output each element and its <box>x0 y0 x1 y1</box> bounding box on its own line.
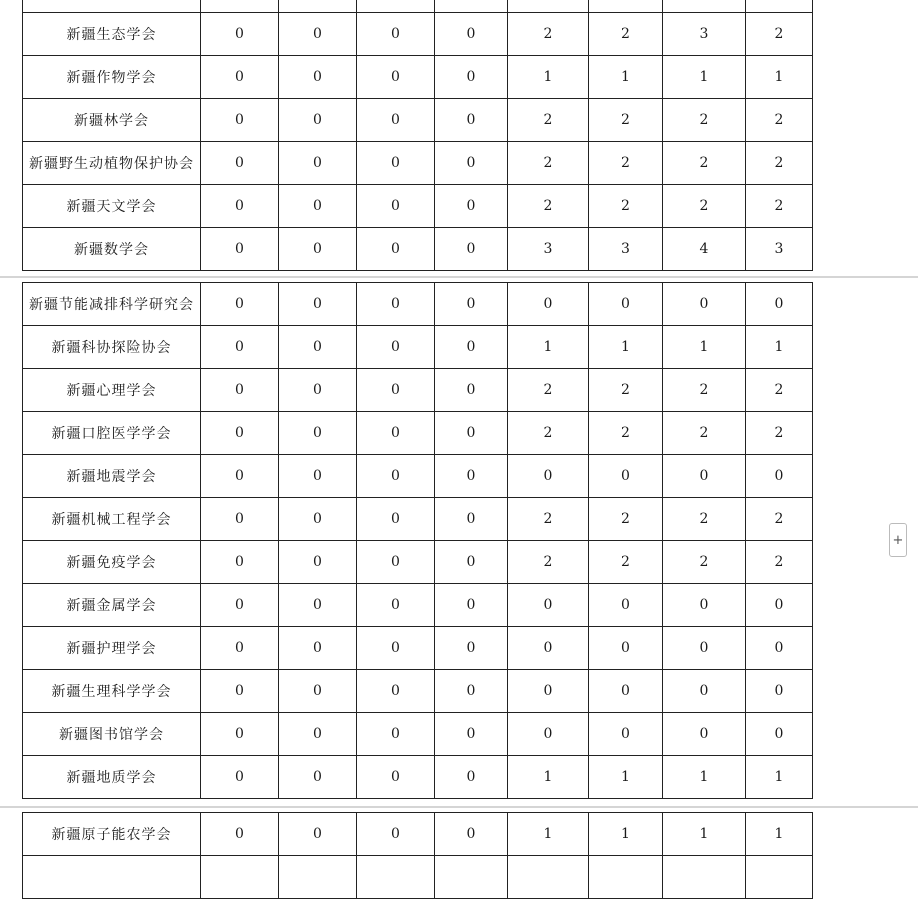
count-cell: 0 <box>357 185 435 228</box>
count-cell: 2 <box>589 13 663 56</box>
count-cell: 1 <box>746 813 813 856</box>
count-cell: 2 <box>508 185 589 228</box>
count-cell: 0 <box>201 813 279 856</box>
expand-plus-button[interactable] <box>889 523 907 557</box>
count-cell: 2 <box>589 99 663 142</box>
count-cell: 0 <box>357 412 435 455</box>
count-cell: 0 <box>279 56 357 99</box>
count-cell: 2 <box>663 99 746 142</box>
count-cell: 0 <box>357 228 435 271</box>
count-cell: 0 <box>663 584 746 627</box>
count-cell <box>279 856 357 899</box>
count-cell: 1 <box>663 56 746 99</box>
count-cell: 0 <box>201 283 279 326</box>
count-cell: 0 <box>746 584 813 627</box>
count-cell <box>589 856 663 899</box>
count-cell: 0 <box>508 283 589 326</box>
table-row <box>23 813 813 856</box>
table-row <box>23 185 813 228</box>
count-cell <box>279 0 357 13</box>
count-cell: 0 <box>279 627 357 670</box>
count-cell: 2 <box>746 412 813 455</box>
count-cell: 0 <box>357 627 435 670</box>
count-cell: 0 <box>357 369 435 412</box>
org-name-cell: 新疆免疫学会 <box>23 541 201 584</box>
count-cell <box>663 0 746 13</box>
count-cell: 0 <box>279 369 357 412</box>
page-break-divider <box>0 806 918 808</box>
count-cell: 0 <box>589 283 663 326</box>
count-cell: 4 <box>663 228 746 271</box>
count-cell: 0 <box>357 498 435 541</box>
table-row <box>23 455 813 498</box>
count-cell: 0 <box>663 455 746 498</box>
count-cell: 0 <box>746 670 813 713</box>
count-cell <box>357 856 435 899</box>
count-cell: 0 <box>435 713 508 756</box>
count-cell: 0 <box>279 142 357 185</box>
count-cell: 2 <box>663 142 746 185</box>
count-cell: 0 <box>746 455 813 498</box>
count-cell: 0 <box>663 283 746 326</box>
count-cell <box>357 0 435 13</box>
table-row <box>23 0 813 13</box>
org-name-cell <box>23 856 201 899</box>
count-cell: 1 <box>589 756 663 799</box>
count-cell: 0 <box>435 412 508 455</box>
count-cell: 1 <box>589 56 663 99</box>
count-cell: 0 <box>357 455 435 498</box>
count-cell: 1 <box>508 56 589 99</box>
count-cell: 2 <box>746 185 813 228</box>
count-cell: 0 <box>201 369 279 412</box>
count-cell: 2 <box>508 369 589 412</box>
count-cell: 0 <box>201 713 279 756</box>
org-name-cell: 新疆机械工程学会 <box>23 498 201 541</box>
count-cell: 0 <box>508 584 589 627</box>
count-cell: 0 <box>508 670 589 713</box>
count-cell: 0 <box>201 56 279 99</box>
org-name-cell: 新疆林学会 <box>23 99 201 142</box>
count-cell: 1 <box>663 756 746 799</box>
org-name-cell: 新疆作物学会 <box>23 56 201 99</box>
count-cell: 0 <box>279 713 357 756</box>
count-cell: 0 <box>357 670 435 713</box>
org-name-cell: 新疆野生动植物保护协会 <box>23 142 201 185</box>
count-cell: 2 <box>508 498 589 541</box>
count-cell: 1 <box>746 56 813 99</box>
count-cell <box>589 0 663 13</box>
count-cell: 0 <box>435 13 508 56</box>
count-cell: 0 <box>279 283 357 326</box>
count-cell: 0 <box>201 627 279 670</box>
count-cell: 0 <box>435 185 508 228</box>
table-row <box>23 142 813 185</box>
count-cell: 0 <box>279 813 357 856</box>
count-cell: 0 <box>663 713 746 756</box>
org-name-cell: 新疆地质学会 <box>23 756 201 799</box>
count-cell: 0 <box>663 670 746 713</box>
count-cell: 2 <box>663 498 746 541</box>
count-cell: 2 <box>508 13 589 56</box>
table-section-3 <box>22 812 813 899</box>
org-name-cell: 新疆原子能农学会 <box>23 813 201 856</box>
count-cell: 0 <box>435 670 508 713</box>
count-cell: 1 <box>663 813 746 856</box>
table-section-2 <box>22 282 813 799</box>
table-row <box>23 99 813 142</box>
count-cell: 0 <box>589 455 663 498</box>
count-cell: 2 <box>746 13 813 56</box>
count-cell: 1 <box>508 326 589 369</box>
count-cell: 0 <box>201 412 279 455</box>
count-cell: 0 <box>357 99 435 142</box>
table-row <box>23 13 813 56</box>
count-cell: 0 <box>201 142 279 185</box>
count-cell: 0 <box>357 584 435 627</box>
count-cell <box>663 856 746 899</box>
count-cell: 1 <box>746 326 813 369</box>
org-name-cell: 新疆生理科学学会 <box>23 670 201 713</box>
count-cell: 0 <box>279 584 357 627</box>
count-cell: 2 <box>589 498 663 541</box>
org-name-cell: 新疆地震学会 <box>23 455 201 498</box>
count-cell: 0 <box>746 283 813 326</box>
count-cell: 0 <box>435 326 508 369</box>
count-cell: 0 <box>435 498 508 541</box>
count-cell: 0 <box>589 670 663 713</box>
count-cell: 0 <box>201 455 279 498</box>
count-cell: 2 <box>508 99 589 142</box>
count-cell: 0 <box>279 13 357 56</box>
count-cell: 0 <box>201 13 279 56</box>
count-cell: 0 <box>201 756 279 799</box>
org-name-cell: 新疆节能减排科学研究会 <box>23 283 201 326</box>
count-cell: 0 <box>279 756 357 799</box>
count-cell: 0 <box>589 627 663 670</box>
org-name-cell: 新疆护理学会 <box>23 627 201 670</box>
count-cell: 0 <box>589 713 663 756</box>
count-cell: 2 <box>508 142 589 185</box>
org-name-cell: 新疆数学会 <box>23 228 201 271</box>
count-cell: 2 <box>746 498 813 541</box>
count-cell: 0 <box>357 813 435 856</box>
count-cell: 3 <box>746 228 813 271</box>
count-cell: 0 <box>279 541 357 584</box>
table-row <box>23 713 813 756</box>
table-row <box>23 412 813 455</box>
table-row <box>23 670 813 713</box>
count-cell: 2 <box>663 185 746 228</box>
count-cell: 0 <box>279 99 357 142</box>
count-cell: 0 <box>201 228 279 271</box>
count-cell: 0 <box>746 627 813 670</box>
count-cell: 0 <box>279 455 357 498</box>
count-cell: 2 <box>746 99 813 142</box>
org-name-cell: 新疆科协探险协会 <box>23 326 201 369</box>
count-cell: 2 <box>508 412 589 455</box>
table-row <box>23 228 813 271</box>
count-cell: 0 <box>435 228 508 271</box>
count-cell: 2 <box>589 541 663 584</box>
org-name-cell: 新疆天文学会 <box>23 185 201 228</box>
org-name-cell: 新疆金属学会 <box>23 584 201 627</box>
count-cell: 0 <box>201 99 279 142</box>
table-row <box>23 283 813 326</box>
count-cell: 0 <box>508 455 589 498</box>
count-cell: 0 <box>508 627 589 670</box>
count-cell: 2 <box>589 185 663 228</box>
count-cell: 0 <box>201 584 279 627</box>
count-cell <box>746 856 813 899</box>
count-cell <box>746 0 813 13</box>
count-cell: 0 <box>435 369 508 412</box>
count-cell: 0 <box>357 13 435 56</box>
plus-icon: + <box>892 532 904 548</box>
table-row <box>23 541 813 584</box>
count-cell: 0 <box>279 498 357 541</box>
count-cell: 0 <box>201 185 279 228</box>
count-cell <box>201 0 279 13</box>
count-cell: 0 <box>357 713 435 756</box>
count-cell: 1 <box>589 813 663 856</box>
count-cell: 0 <box>279 185 357 228</box>
count-cell: 2 <box>746 541 813 584</box>
count-cell: 0 <box>435 627 508 670</box>
count-cell: 0 <box>435 584 508 627</box>
count-cell: 2 <box>663 412 746 455</box>
count-cell: 0 <box>279 228 357 271</box>
count-cell: 3 <box>663 13 746 56</box>
count-cell: 0 <box>589 584 663 627</box>
table-section-1 <box>22 0 813 271</box>
count-cell: 0 <box>435 99 508 142</box>
count-cell: 0 <box>279 326 357 369</box>
table-row <box>23 856 813 899</box>
count-cell: 0 <box>435 142 508 185</box>
count-cell: 0 <box>357 283 435 326</box>
count-cell: 0 <box>201 670 279 713</box>
count-cell: 0 <box>435 56 508 99</box>
count-cell: 0 <box>279 412 357 455</box>
count-cell: 0 <box>357 142 435 185</box>
org-name-cell: 新疆口腔医学学会 <box>23 412 201 455</box>
table-row <box>23 369 813 412</box>
count-cell: 3 <box>508 228 589 271</box>
org-name-cell: 新疆生态学会 <box>23 13 201 56</box>
count-cell: 0 <box>201 498 279 541</box>
count-cell: 2 <box>746 142 813 185</box>
table-row <box>23 326 813 369</box>
count-cell: 0 <box>435 756 508 799</box>
count-cell: 2 <box>746 369 813 412</box>
count-cell: 0 <box>357 541 435 584</box>
count-cell <box>508 856 589 899</box>
count-cell: 1 <box>508 756 589 799</box>
org-name-cell <box>23 0 201 13</box>
count-cell: 0 <box>279 670 357 713</box>
count-cell: 0 <box>435 283 508 326</box>
org-name-cell: 新疆心理学会 <box>23 369 201 412</box>
table-row <box>23 584 813 627</box>
table-row <box>23 627 813 670</box>
count-cell: 0 <box>746 713 813 756</box>
count-cell: 1 <box>508 813 589 856</box>
count-cell: 1 <box>663 326 746 369</box>
count-cell: 1 <box>589 326 663 369</box>
count-cell: 0 <box>357 56 435 99</box>
table-row <box>23 756 813 799</box>
count-cell <box>435 856 508 899</box>
org-name-cell: 新疆图书馆学会 <box>23 713 201 756</box>
page-break-divider <box>0 276 918 278</box>
count-cell: 1 <box>746 756 813 799</box>
count-cell <box>201 856 279 899</box>
count-cell: 2 <box>663 541 746 584</box>
count-cell: 0 <box>357 756 435 799</box>
count-cell: 3 <box>589 228 663 271</box>
count-cell: 0 <box>508 713 589 756</box>
count-cell <box>508 0 589 13</box>
table-row <box>23 56 813 99</box>
count-cell: 0 <box>357 326 435 369</box>
table-row <box>23 498 813 541</box>
count-cell: 0 <box>435 541 508 584</box>
count-cell: 2 <box>589 412 663 455</box>
count-cell: 2 <box>508 541 589 584</box>
count-cell: 0 <box>201 326 279 369</box>
count-cell <box>435 0 508 13</box>
count-cell: 0 <box>663 627 746 670</box>
count-cell: 0 <box>435 455 508 498</box>
count-cell: 2 <box>589 142 663 185</box>
count-cell: 0 <box>201 541 279 584</box>
count-cell: 2 <box>663 369 746 412</box>
count-cell: 0 <box>435 813 508 856</box>
count-cell: 2 <box>589 369 663 412</box>
